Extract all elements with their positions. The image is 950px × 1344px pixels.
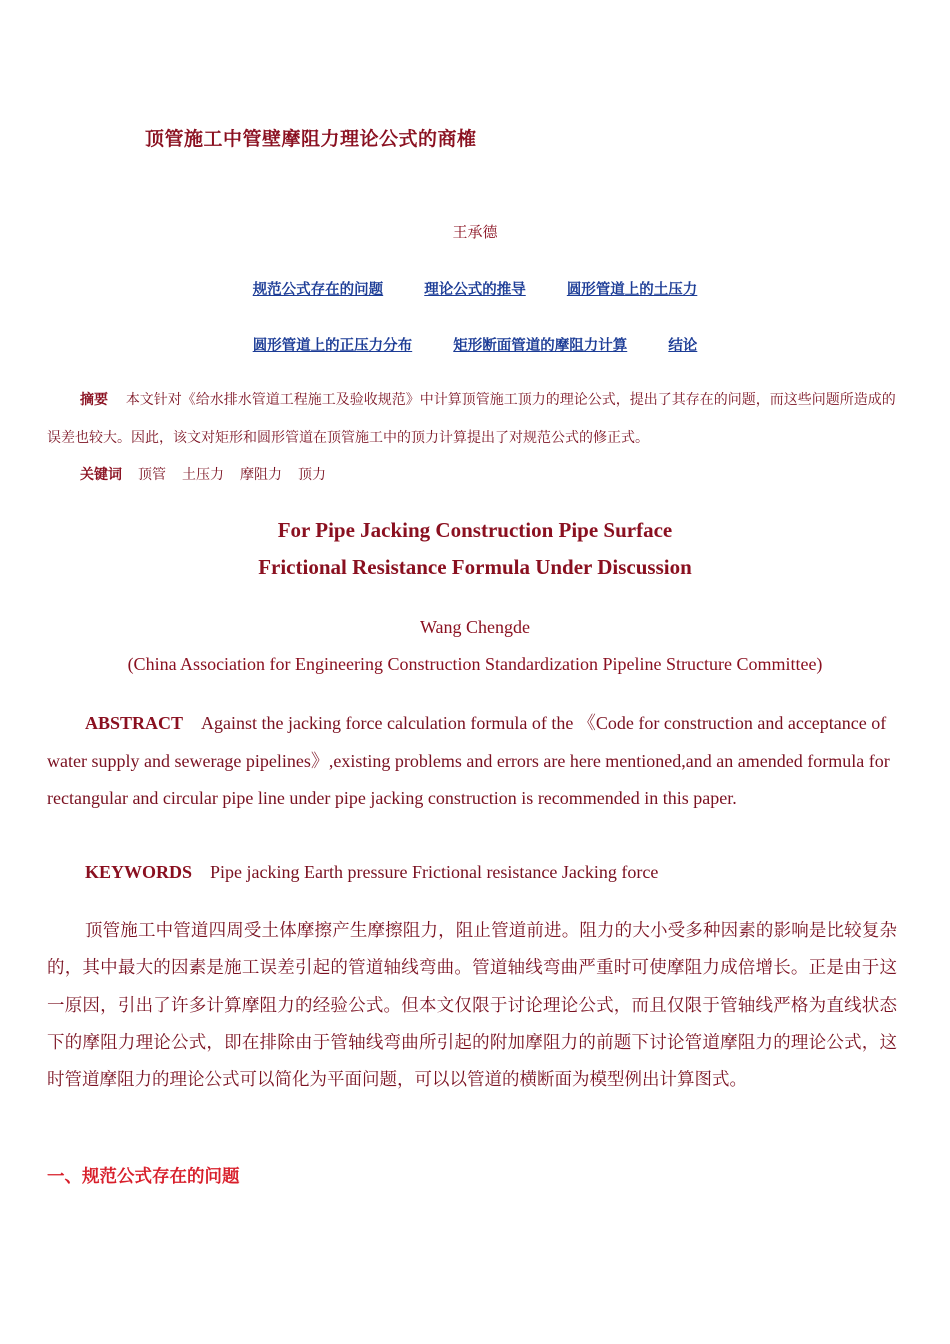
english-title-line-1: For Pipe Jacking Construction Pipe Surface: [277, 518, 673, 542]
english-title: [0, 512, 950, 586]
abstract-en: [47, 705, 902, 818]
keywords-en-label: KEYWORDS: [85, 862, 193, 882]
keywords-en: [47, 854, 940, 892]
english-author-affiliation: (China Association for Engineering Construction Standardization Pipeline Structure Committee): [127, 654, 823, 674]
toc-link-normal-pressure-distribution[interactable]: 圆形管道上的正压力分布: [252, 338, 413, 354]
keyword-cn: 土压力: [182, 467, 224, 483]
toc-link-circular-earth-pressure[interactable]: 圆形管道上的土压力: [566, 282, 698, 298]
keyword-cn: 顶力: [298, 467, 326, 483]
keywords-cn-label: 关键词: [80, 467, 122, 483]
document-title: 顶管施工中管壁摩阻力理论公式的商榷: [145, 128, 477, 150]
abstract-en-label: ABSTRACT: [85, 713, 184, 733]
english-author-block: [0, 609, 950, 683]
abstract-cn-label: 摘要: [80, 392, 108, 408]
toc-links-row-1: [0, 278, 950, 299]
keywords-en-text: Pipe jacking Earth pressure Frictional resistance Jacking force: [210, 862, 659, 882]
english-author-name: Wang Chengde: [419, 617, 531, 637]
author-name-cn: 王承德: [452, 223, 498, 241]
toc-links-row-2: [0, 334, 950, 355]
body-paragraph: 顶管施工中管道四周受土体摩擦产生摩擦阻力，阻止管道前进。阻力的大小受多种因素的影响是比较复杂的，其中最大的因素是施工误差引起的管道轴线弯曲。管道轴线弯曲严重时可使摩阻力成倍增长。正是由于这一原因，引出了许多计算摩阻力的经验公式。但本文仅限于讨论理论公式，而且仅限于管轴线严格为直线状态下的摩阻力理论公式，即在排除由于管轴线弯曲所引起的附加摩阻力的前题下讨论管道摩阻力的理论公式，这时管道摩阻力的理论公式可以简化为平面问题，可以以管道的横断面为模型例出计算图式。: [47, 921, 897, 1091]
toc-link-formula-derivation[interactable]: 理论公式的推导: [424, 282, 526, 298]
keywords-cn: [47, 456, 930, 494]
abstract-cn-text: 本文针对《给水排水管道工程施工及验收规范》中计算顶管施工顶力的理论公式，提出了其存在的问题，而这些问题所造成的误差也较大。因此，该文对矩形和圆形管道在顶管施工中的顶力计算提出了对规范公式的修正式。: [47, 392, 896, 446]
toc-link-spec-formula-problems[interactable]: 规范公式存在的问题: [252, 282, 384, 298]
abstract-cn: [47, 381, 897, 457]
section-heading: 一、规范公式存在的问题: [47, 1167, 240, 1187]
toc-link-conclusion[interactable]: 结论: [668, 338, 698, 354]
keyword-cn: 顶管: [138, 467, 166, 483]
english-title-line-2: Frictional Resistance Formula Under Discussion: [258, 555, 692, 579]
toc-link-rectangular-friction[interactable]: 矩形断面管道的摩阻力计算: [453, 338, 628, 354]
keyword-cn: 摩阻力: [240, 467, 282, 483]
abstract-en-text: Against the jacking force calculation formula of the 《Code for construction and acceptance of water supply and sewerage pipelines》,existing problems and errors are here mentioned,and an amended formula for rectangular and circular pipe line under pipe jacking construction is recommended in this paper.: [47, 713, 890, 808]
